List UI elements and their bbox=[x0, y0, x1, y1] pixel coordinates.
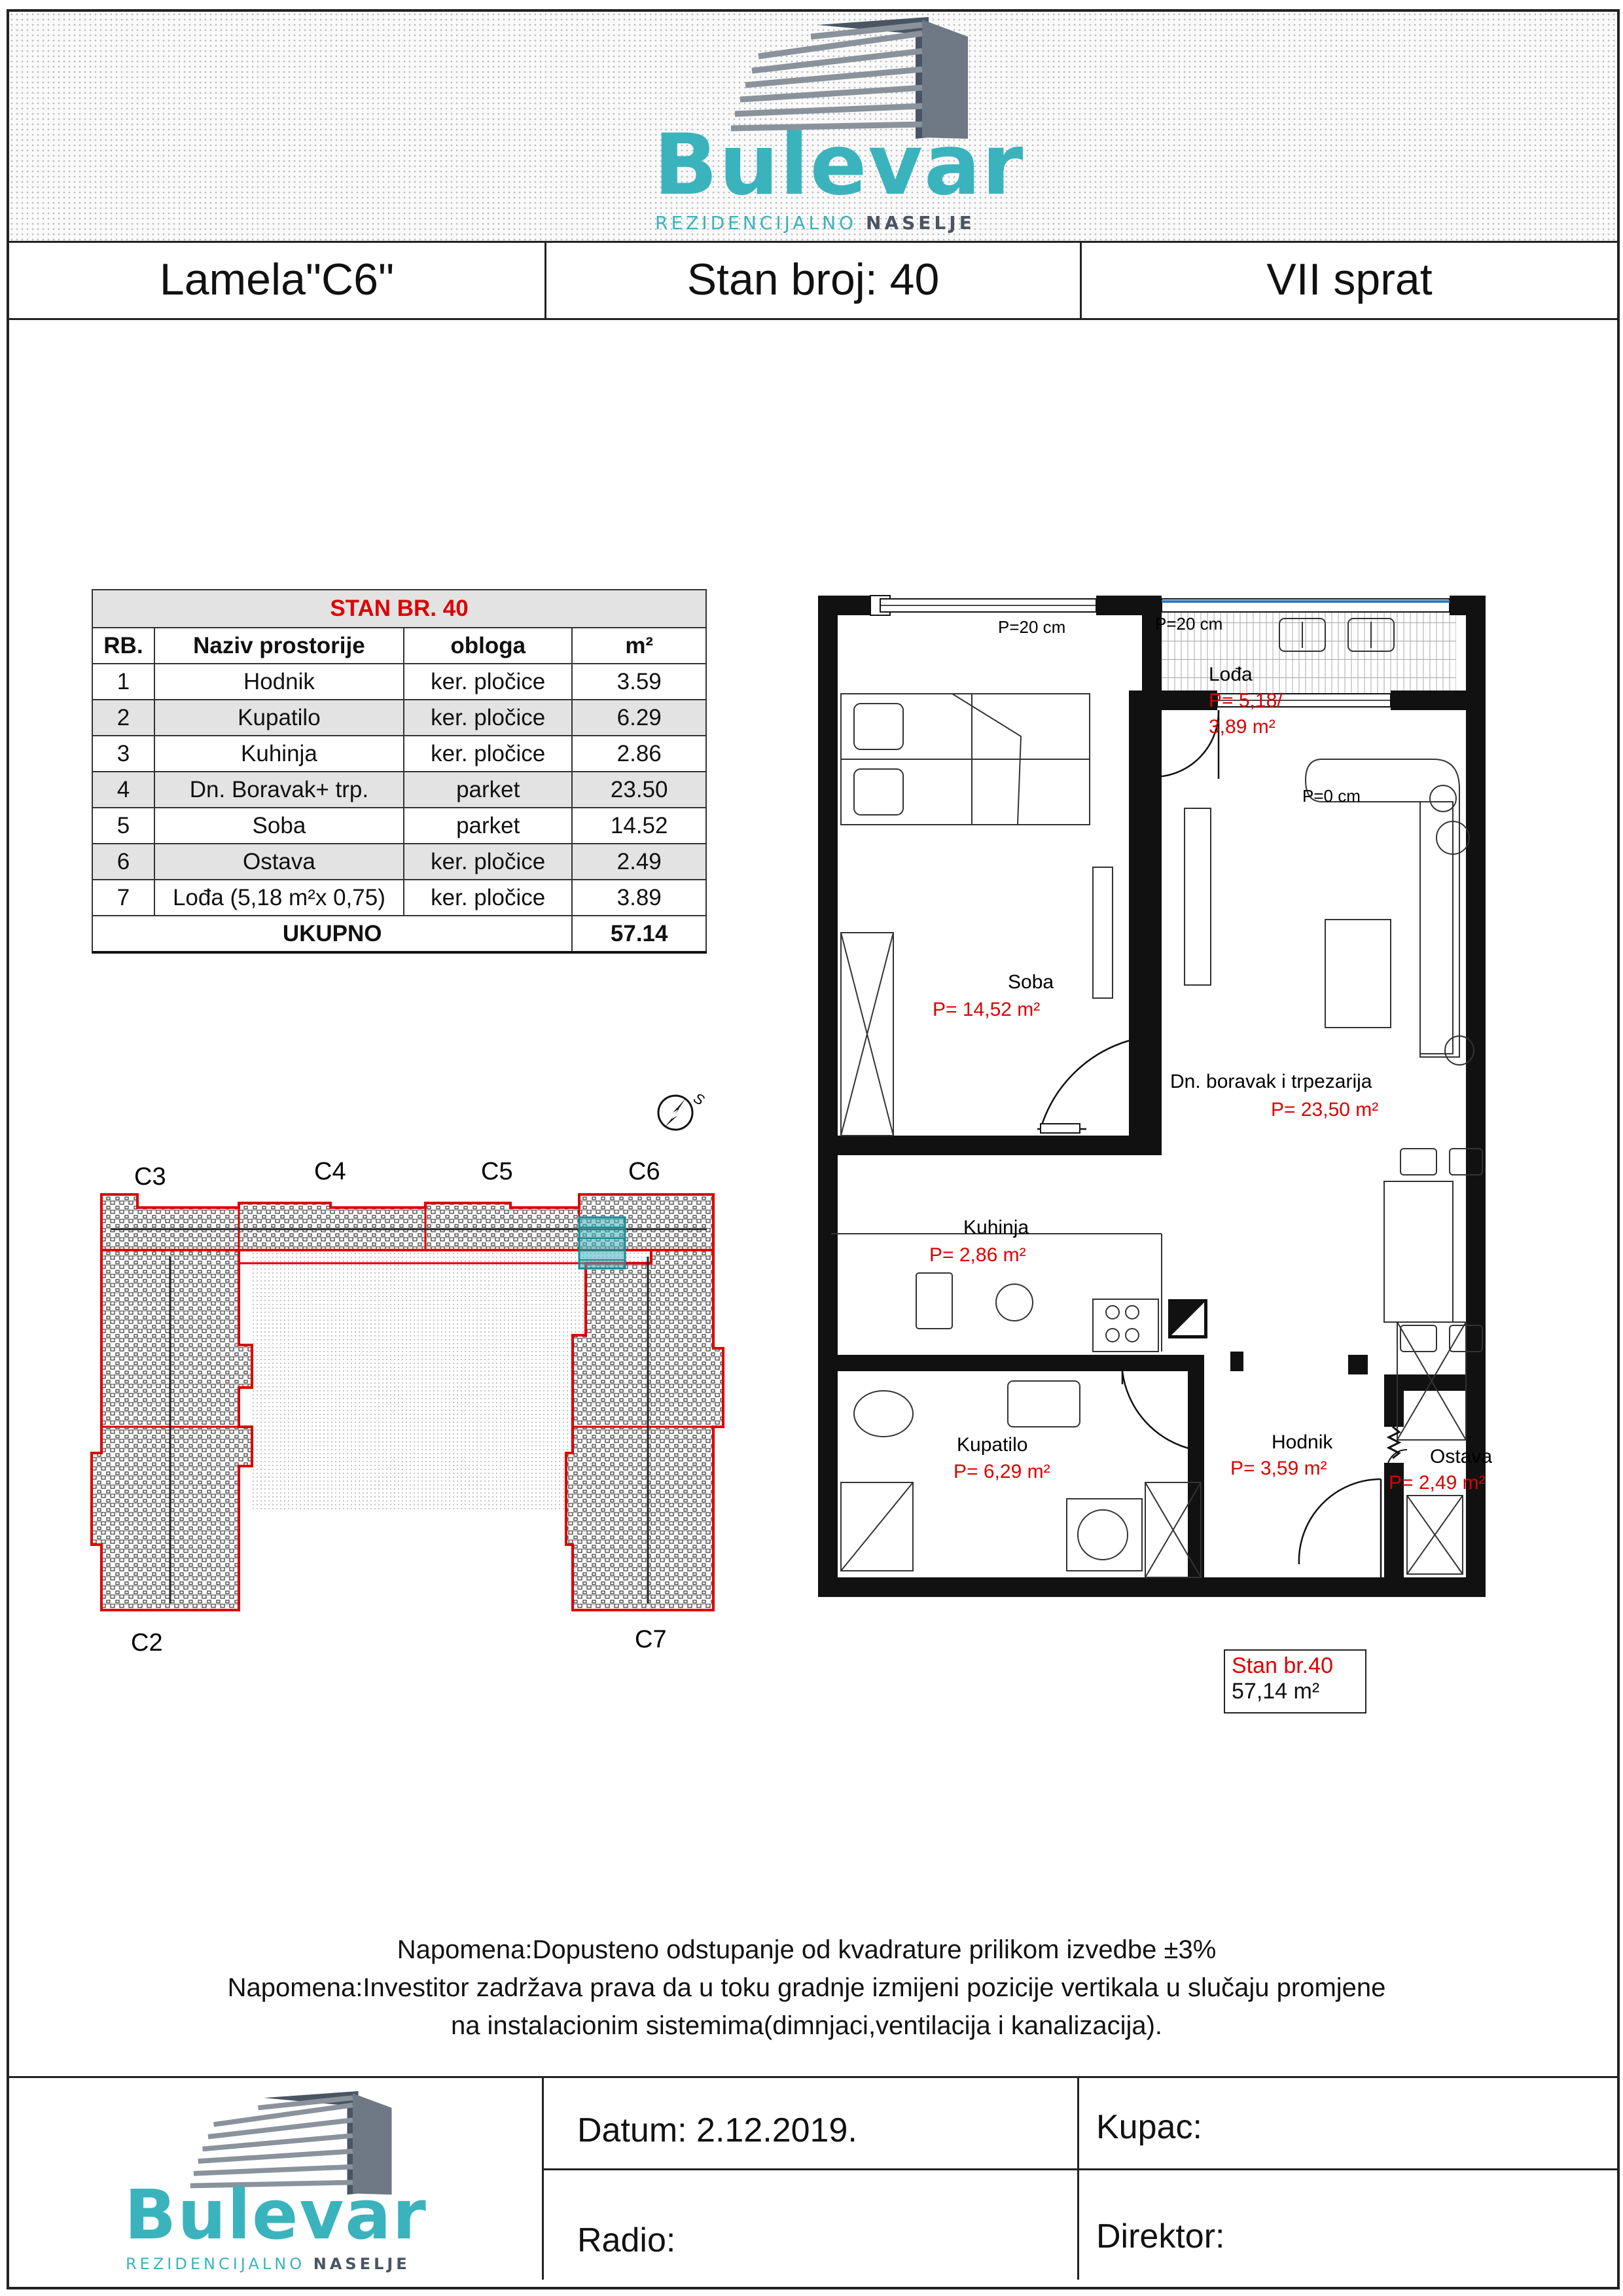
compass-label: S bbox=[690, 1089, 707, 1109]
room-soba-name: Soba bbox=[1008, 971, 1054, 993]
footer-divider bbox=[542, 2168, 1620, 2170]
table-row bbox=[92, 664, 706, 700]
room-kuhinja-area: P= 2,86 m² bbox=[929, 1244, 1026, 1266]
room-kupatilo-name: Kupatilo bbox=[957, 1434, 1028, 1456]
room-kuhinja-name: Kuhinja bbox=[963, 1217, 1029, 1238]
total-label: UKUPNO bbox=[92, 916, 572, 952]
room-boravak-area: P= 23,50 m² bbox=[1271, 1099, 1379, 1121]
table-row bbox=[92, 808, 706, 844]
table-cell: ker. pločice bbox=[404, 880, 572, 916]
table-cell: 23.50 bbox=[572, 772, 706, 808]
footer-divider bbox=[542, 2078, 544, 2280]
note-line: na instalacionim sistemima(dimnjaci,ventilacija i kanalizacija). bbox=[450, 2011, 1163, 2040]
brand-tagline: REZIDENCIJALNO NASELJE bbox=[126, 2255, 410, 2273]
title-bar bbox=[9, 241, 1617, 320]
table-cell: 6.29 bbox=[572, 700, 706, 736]
prepared-by-field: Radio: bbox=[577, 2221, 676, 2259]
brand-logo bbox=[654, 17, 1025, 234]
table-cell: Lođa (5,18 m²x 0,75) bbox=[154, 880, 404, 916]
table-cell: 14.52 bbox=[572, 808, 706, 844]
room-loda-name: Lođa bbox=[1209, 664, 1253, 685]
note-line: Napomena:Dopusteno odstupanje od kvadrature prilikom izvedbe ±3% bbox=[397, 1935, 1217, 1964]
buyer-field: Kupac: bbox=[1096, 2108, 1202, 2146]
table-cell: 3 bbox=[92, 736, 154, 772]
table-cell: 2 bbox=[92, 700, 154, 736]
table-cell: 2.86 bbox=[572, 736, 706, 772]
table-cell: ker. pločice bbox=[404, 736, 572, 772]
brand-tagline: REZIDENCIJALNO NASELJE bbox=[655, 212, 975, 234]
date-field: Datum: 2.12.2019. bbox=[577, 2111, 857, 2149]
table-cell: Soba bbox=[154, 808, 404, 844]
legend-area: 57,14 m² bbox=[1232, 1679, 1320, 1704]
table-cell: Kuhinja bbox=[154, 736, 404, 772]
table-cell: Kupatilo bbox=[154, 700, 404, 736]
table-cell: 3.89 bbox=[572, 880, 706, 916]
table-row bbox=[92, 700, 706, 736]
column-header: Naziv prostorije bbox=[154, 628, 404, 664]
table-cell: ker. pločice bbox=[404, 844, 572, 880]
lamela-label: Lamela"C6" bbox=[159, 255, 395, 304]
footer-logo bbox=[124, 2091, 427, 2273]
table-cell: Ostava bbox=[154, 844, 404, 880]
compass-icon bbox=[658, 1090, 707, 1130]
table-cell: ker. pločice bbox=[404, 664, 572, 700]
legend-title: Stan br.40 bbox=[1232, 1653, 1334, 1678]
table-cell: parket bbox=[404, 772, 572, 808]
floor-label: VII sprat bbox=[1266, 255, 1433, 304]
table-cell: 1 bbox=[92, 664, 154, 700]
apartment-number: Stan broj: 40 bbox=[687, 255, 940, 304]
table-cell: Dn. Boravak+ trp. bbox=[154, 772, 404, 808]
director-field: Direktor: bbox=[1096, 2217, 1225, 2255]
room-loda-area-net: 3,89 m² bbox=[1209, 716, 1275, 738]
room-hodnik-area: P= 3,59 m² bbox=[1230, 1458, 1327, 1479]
room-ostava-name: Ostava bbox=[1430, 1446, 1493, 1467]
header-band bbox=[9, 12, 1617, 243]
table-cell: Hodnik bbox=[154, 664, 404, 700]
room-loda-area: P= 5,18/ bbox=[1209, 690, 1283, 711]
floor-plan-drawing bbox=[805, 586, 1564, 1607]
table-cell: ker. pločice bbox=[404, 700, 572, 736]
room-hodnik-name: Hodnik bbox=[1272, 1431, 1333, 1453]
brand-name: Bulevar bbox=[124, 2175, 427, 2255]
room-soba-area: P= 14,52 m² bbox=[933, 999, 1041, 1020]
column-header: m² bbox=[572, 628, 706, 664]
wing-label-c7: C7 bbox=[635, 1626, 667, 1653]
footer bbox=[7, 2076, 1620, 2280]
sill-label-bedroom: P=20 cm bbox=[998, 617, 1066, 637]
sill-label-living: P=0 cm bbox=[1302, 786, 1361, 806]
table-cell: 6 bbox=[92, 844, 154, 880]
table-cell: 5 bbox=[92, 808, 154, 844]
wing-label-c3: C3 bbox=[134, 1163, 166, 1191]
room-kupatilo-area: P= 6,29 m² bbox=[954, 1461, 1050, 1482]
room-area-table bbox=[92, 589, 707, 954]
wing-label-c6: C6 bbox=[628, 1158, 660, 1185]
table-caption: STAN BR. 40 bbox=[92, 590, 706, 628]
table-row bbox=[92, 844, 706, 880]
table-row bbox=[92, 880, 706, 916]
table-header-row bbox=[92, 628, 706, 664]
room-ostava-area: P= 2,49 m² bbox=[1389, 1472, 1486, 1494]
total-value: 57.14 bbox=[572, 916, 706, 952]
note-line: Napomena:Investitor zadržava prava da u toku gradnje izmijeni pozicije vertikala u slučaju promjene bbox=[227, 1973, 1386, 2002]
apartment-legend bbox=[1224, 1649, 1366, 1713]
wing-label-c4: C4 bbox=[314, 1158, 346, 1185]
table-body bbox=[92, 664, 706, 916]
table-cell: 7 bbox=[92, 880, 154, 916]
wing-label-c2: C2 bbox=[131, 1629, 163, 1657]
table-row bbox=[92, 772, 706, 808]
site-plan-drawing bbox=[79, 1086, 733, 1676]
brand-name: Bulevar bbox=[654, 117, 1025, 214]
wing-label-c5: C5 bbox=[481, 1158, 513, 1185]
table-cell: 2.49 bbox=[572, 844, 706, 880]
table-cell: parket bbox=[404, 808, 572, 844]
floor-plan bbox=[805, 586, 1564, 1610]
room-boravak-name: Dn. boravak i trpezarija bbox=[1170, 1071, 1372, 1092]
table-row bbox=[92, 736, 706, 772]
footer-divider bbox=[1077, 2078, 1079, 2280]
column-header: RB. bbox=[92, 628, 154, 664]
sill-label-loggia: P=20 cm bbox=[1155, 614, 1223, 634]
column-header: obloga bbox=[404, 628, 572, 664]
site-plan bbox=[79, 1086, 733, 1679]
table-cell: 3.59 bbox=[572, 664, 706, 700]
notes bbox=[0, 1931, 1613, 2045]
table-cell: 4 bbox=[92, 772, 154, 808]
